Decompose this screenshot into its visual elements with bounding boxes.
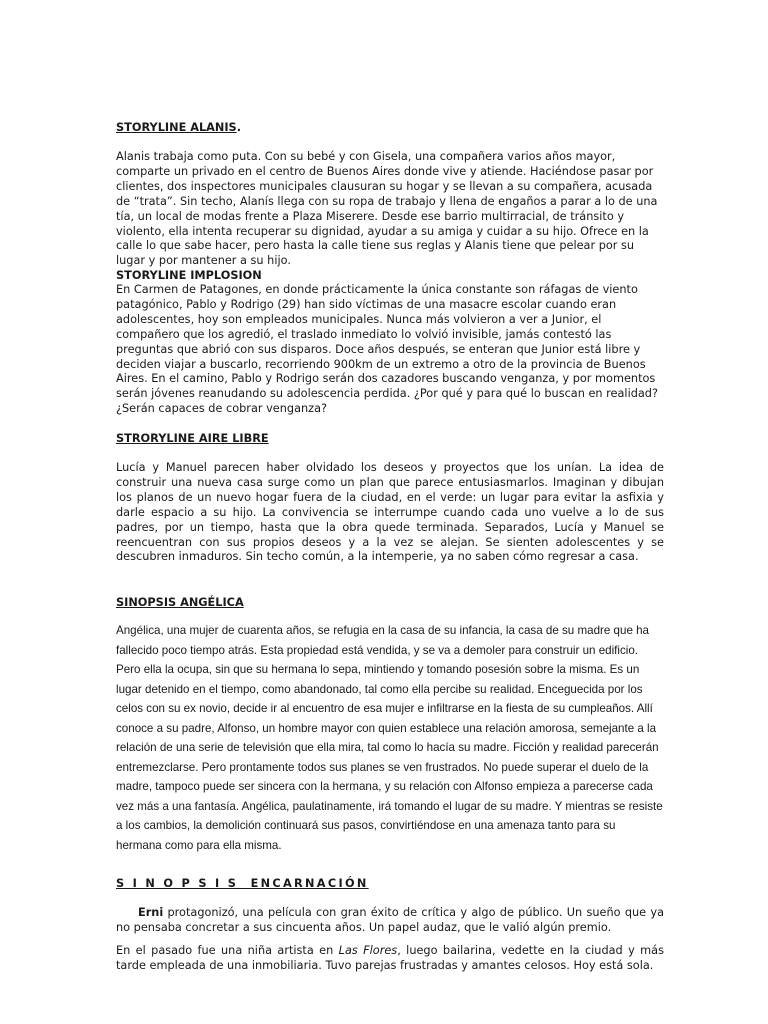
storyline-implosion <box>116 268 664 417</box>
name-erni: Erni <box>138 906 164 919</box>
section-body: Angélica, una mujer de cuarenta años, se refugia en la casa de su infancia, la casa de su madre que ha fallecido poco tiempo atrás. Esta propiedad está vendida, y se va a demoler para construir un edificio. Pero ella la ocupa, sin que su hermana lo sepa, mintiendo y tomando posesión sobre la misma. Es un lugar detenido en el tiempo, como abandonado, tal como ella percibe su realidad. Enceguecida por los celos con su ex novio, decide ir al encuentro de esa mujer e infiltrarse en la fiesta de su cumpleaños. Allí conoce a su padre, Alfonso, un hombre mayor con quien establece una relación amorosa, semejante a la relación de una serie de televisión que ella mira, tal como lo hacía su madre. Ficción y realidad parecerán entremezclarse. Pero prontamente todos sus planes se ven frustrados. No puede superar el duelo de la madre, tampoco puede ser sincera con la hermana, y su relación con Alfonso empieza a parecerse cada vez más a una fantasía. Angélica, paulatinamente, irá tomando el lugar de su madre. Y mientras se resiste a los cambios, la demolición continuará sus pasos, convirtiéndose en una amenaza tanto para su hermana como para ella misma. <box>116 624 663 852</box>
heading-period: . <box>236 121 241 134</box>
paragraph-erni <box>116 906 664 936</box>
section-heading <box>116 595 664 610</box>
section-heading <box>116 120 664 135</box>
heading-text: SINOPSIS ANGÉLICA <box>116 596 244 609</box>
section-body: En Carmen de Patagones, en donde prácticamente la única constante son ráfagas de viento patagónico, Pablo y Rodrigo (29) han sido víctimas de una masacre escolar cuando eran adolescentes, hoy son empleados municipales. Nunca más volvieron a ver a Junior, el compañero que los agredió, el traslado inmediato lo volvió invisible, jamás contestó las preguntas que abrió con sus disparos. Doce años después, se enteran que Junior está libre y deciden viajar a buscarlo, recorriendo 900km de un extremo a otro de la provincia de Buenos Aires. En el camino, Pablo y Rodrigo serán dos cazadores buscando venganza, y por momentos serán jóvenes reanudando su adolescencia perdida. ¿Por qué y para qué lo buscan en realidad? ¿Serán capaces de cobrar venganza? <box>116 283 658 416</box>
storyline-alanis <box>116 120 664 269</box>
section-heading <box>116 876 664 891</box>
paragraph-text: protagonizó, una película con gran éxito de crítica y algo de público. Un sueño que ya no pensaba concretar a sus cincuenta años. Un papel audaz, que le valió algún premio. <box>116 906 664 934</box>
title-las-flores: Las Flores <box>338 943 398 957</box>
heading-text: STORYLINE ALANIS <box>116 121 237 134</box>
sinopsis-encarnacion <box>116 876 664 974</box>
paragraph-text: , luego bailarina, vedette en la ciudad y más tarde empleada de una inmobiliaria. Tuvo parejas frustradas y amantes celosos. Hoy está sola. <box>116 943 664 972</box>
sinopsis-angelica <box>116 595 664 855</box>
section-body: Lucía y Manuel parecen haber olvidado los deseos y proyectos que los unían. La idea de construir una nueva casa surge como un plan que parece entusiasmarlos. Imaginan y dibujan los planos de un nuevo hogar fuera de la ciudad, en el verde: un lugar para evitar la asfixia y darle espacio a su hijo. La convivencia se interrumpe cuando cada uno vuelve a lo de sus padres, por un tiempo, hasta que la obra quede terminada. Separados, Lucía y Manuel se reencuentran con sus propios deseos y a la vez se alejan. Se sienten adolescentes y se descubren inmaduros. Sin techo común, a la intemperie, ya no saben cómo regresar a casa. <box>116 461 664 564</box>
storyline-aire-libre <box>116 431 664 565</box>
section-heading: STORYLINE IMPLOSION <box>116 269 262 282</box>
paragraph-past <box>116 944 664 974</box>
heading-text: S I N O P S I S ENCARNACIÓN <box>116 877 369 890</box>
section-body: Alanis trabaja como puta. Con su bebé y con Gisela, una compañera varios años mayor, comparte un privado en el centro de Buenos Aires donde vive y atiende. Haciéndose pasar por clientes, dos inspectores municipales clausuran su hogar y se llevan a su compañera, acusada de “trata”. Sin techo, Alanís llega con su ropa de trabajo y llena de engaños a parar a lo de una tía, un local de modas frente a Plaza Miserere. Desde ese barrio multirracial, de tránsito y violento, ella intenta recuperar su dignidad, ayudar a su amiga y cuidar a su hijo. Ofrece en la calle lo que sabe hacer, pero hasta la calle tiene sus reglas y Alanis tiene que pelear por su lugar y por mantener a su hijo. <box>116 150 658 268</box>
paragraph-text: En el pasado fue una niña artista en <box>116 943 339 957</box>
section-heading <box>116 431 664 446</box>
heading-text: STRORYLINE AIRE LIBRE <box>116 432 269 445</box>
